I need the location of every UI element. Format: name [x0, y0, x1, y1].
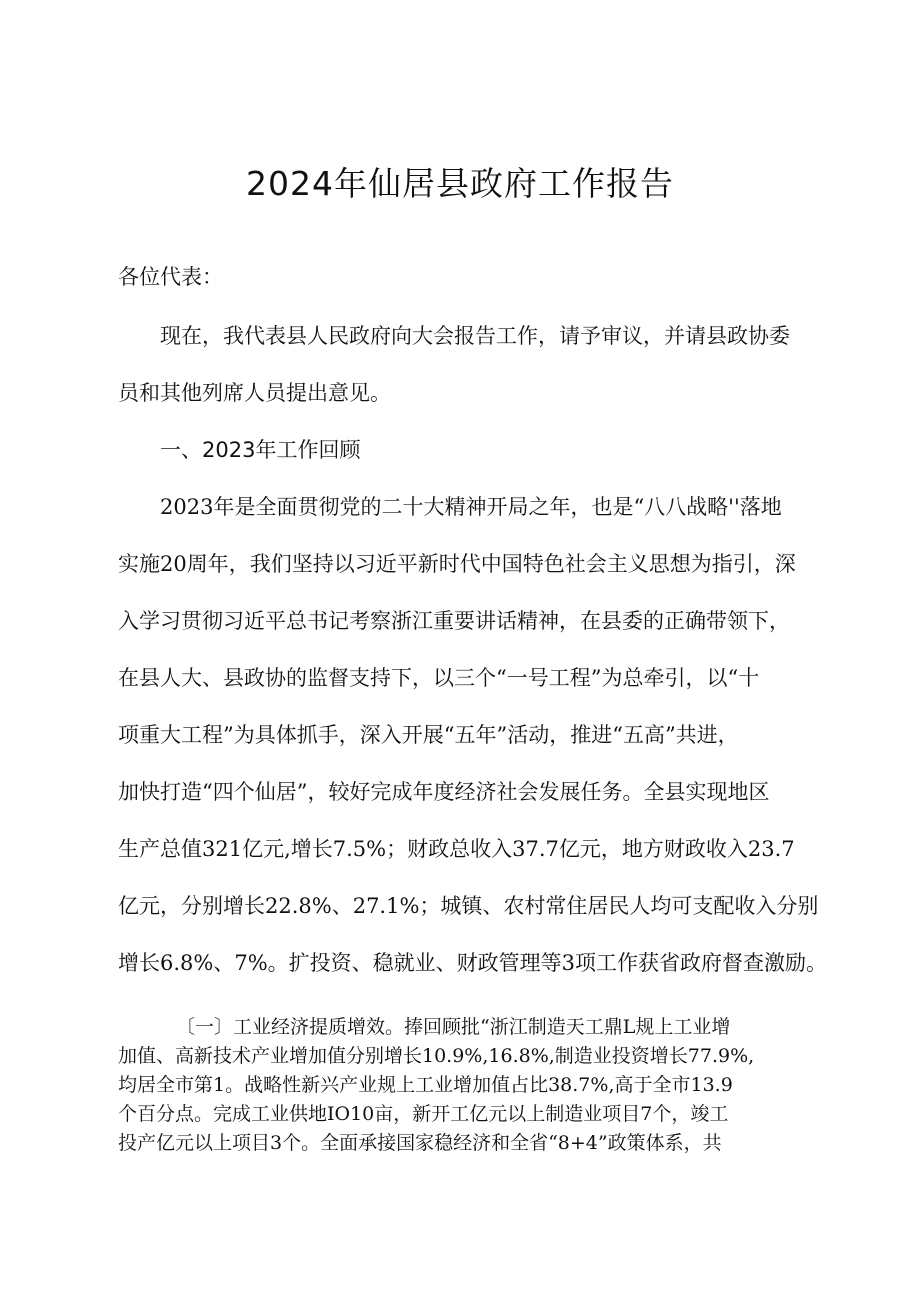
review-line-7: 生产总值321亿元,增长7.5%；财政总收入37.7亿元，地方财政收入23.7 — [118, 837, 795, 861]
review-line-1: 2023年是全面贯彻党的二十大精神开局之年，也是“八八战略''落地 — [160, 495, 782, 519]
review-line-6: 加快打造“四个仙居”，较好完成年度经济社会发展任务。全县实现地区 — [118, 780, 770, 804]
review-line-5: 项重大工程”为具体抓手，深入开展“五年”活动，推进“五高”共进， — [118, 723, 739, 747]
review-line-9: 增长6.8%、7%。扩投资、稳就业、财政管理等3项工作获省政府督查激励。 — [118, 951, 828, 975]
review-line-8: 亿元，分别增长22.8%、27.1%；城镇、农村常住居民人均可支配收入分别 — [118, 894, 819, 918]
review-line-2: 实施20周年，我们坚持以习近平新时代中国特色社会主义思想为指引，深 — [118, 552, 796, 576]
industry-line-4: 个百分点。完成工业供地IO10亩，新开工亿元以上制造业项目7个，竣工 — [118, 1103, 729, 1125]
review-line-3: 入学习贯彻习近平总书记考察浙江重要讲话精神，在县委的正确带领下， — [118, 609, 790, 633]
industry-line-5: 投产亿元以上项目3个。全面承接国家稳经济和全省“8+4”政策体系，共 — [118, 1132, 722, 1154]
document-title: 2024年仙居县政府工作报告 — [246, 164, 674, 203]
industry-line-3: 均居全市第1。战略性新兴产业规上工业增加值占比38.7%,高于全市13.9 — [118, 1074, 733, 1096]
section-heading: 一、2023年工作回顾 — [160, 438, 361, 462]
intro-line-1: 现在，我代表县人民政府向大会报告工作，请予审议，并请县政协委 — [160, 324, 790, 348]
review-line-4: 在县人大、县政协的监督支持下，以三个“一号工程”为总牵引，以“十 — [118, 666, 760, 690]
industry-line-2: 加值、高新技术产业增加值分别增长10.9%,16.8%,制造业投资增长77.9%, — [118, 1045, 755, 1067]
salutation: 各位代表： — [118, 265, 223, 289]
industry-line-1: 〔一〕工业经济提质增效。捧回顾批“浙江制造天工鼎L规上工业增 — [176, 1016, 731, 1038]
intro-line-2: 员和其他列席人员提出意见。 — [118, 381, 391, 405]
